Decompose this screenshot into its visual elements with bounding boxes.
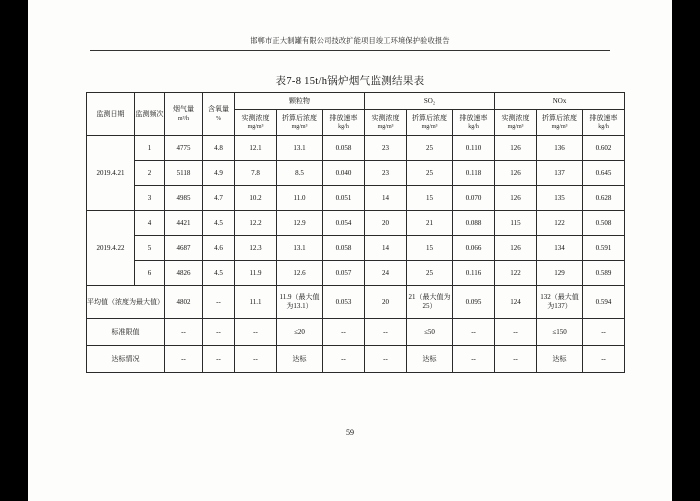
cell-nox-rate: 0.602 [583,136,625,161]
cell-flow: 4985 [165,186,203,211]
header-o2 [203,93,235,136]
average-o2: -- [203,286,235,319]
result-flow: -- [165,346,203,373]
result-pm-rate: -- [323,346,365,373]
header-so2-measured [365,110,407,136]
unit-converted-so2: mg/m³ [421,124,438,131]
average-label: 平均值（浓度为最大值） [87,286,165,319]
cell-pm-converted: 8.5 [277,161,323,186]
result-nox-converted: 达标 [537,346,583,373]
cell-o2: 4.5 [203,211,235,236]
unit-rate-nox: kg/h [598,124,609,131]
limit-flow: -- [165,319,203,346]
limit-so2-converted: ≤50 [407,319,453,346]
limit-row [87,319,625,346]
limit-nox-converted: ≤150 [537,319,583,346]
cell-pm-converted: 11.0 [277,186,323,211]
limit-so2-measured: -- [365,319,407,346]
cell-flow: 5118 [165,161,203,186]
table-row [87,161,625,186]
table-row [87,261,625,286]
date-text: 2019.4.21 [96,168,125,177]
cell-pm-measured: 10.2 [235,186,277,211]
header-flow-unit: m³/h [177,115,190,122]
header-pm-rate [323,110,365,136]
cell-flow: 4687 [165,236,203,261]
result-so2-rate: -- [453,346,495,373]
cell-so2-rate: 0.066 [453,236,495,261]
cell-nox-rate: 0.645 [583,161,625,186]
cell-o2: 4.6 [203,236,235,261]
average-nox-converted: 132（最大值为137） [537,286,583,319]
cell-nox-measured: 126 [495,186,537,211]
cell-pm-rate: 0.057 [323,261,365,286]
cell-nox-converted: 135 [537,186,583,211]
cell-o2: 4.7 [203,186,235,211]
limit-so2-rate: -- [453,319,495,346]
cell-nox-rate: 0.591 [583,236,625,261]
average-pm-measured: 11.1 [235,286,277,319]
unit-rate-pm: kg/h [338,124,349,131]
cell-so2-converted: 15 [407,236,453,261]
result-pm-converted: 达标 [277,346,323,373]
limit-nox-measured: -- [495,319,537,346]
result-o2: -- [203,346,235,373]
header-flow-label: 烟气量 [173,105,194,114]
label-converted-nox: 折算后浓度 [542,113,578,122]
cell-nox-rate: 0.508 [583,211,625,236]
cell-nox-rate: 0.589 [583,261,625,286]
average-row [87,286,625,319]
unit-measured-pm: mg/m³ [247,124,264,131]
limit-o2: -- [203,319,235,346]
cell-pm-measured: 11.9 [235,261,277,286]
cell-o2: 4.9 [203,161,235,186]
monitor-table-wrap [86,92,618,373]
limit-nox-rate: -- [583,319,625,346]
average-so2-rate: 0.095 [453,286,495,319]
header-so2-converted [407,110,453,136]
cell-freq: 1 [135,136,165,161]
average-so2-converted: 21（最大值为25） [407,286,453,319]
result-pm-measured: -- [235,346,277,373]
cell-nox-rate: 0.628 [583,186,625,211]
cell-flow: 4775 [165,136,203,161]
average-nox-rate: 0.594 [583,286,625,319]
label-measured-nox: 实测浓度 [501,113,530,122]
cell-so2-converted: 25 [407,161,453,186]
document-page [28,0,672,501]
cell-o2: 4.5 [203,261,235,286]
cell-nox-measured: 126 [495,136,537,161]
average-nox-measured: 124 [495,286,537,319]
cell-pm-rate: 0.058 [323,136,365,161]
average-pm-converted: 11.9（最大值为13.1） [277,286,323,319]
unit-converted-nox: mg/m³ [551,124,568,131]
header-flow [165,93,203,136]
label-measured-so2: 实测浓度 [371,113,400,122]
cell-so2-rate: 0.116 [453,261,495,286]
cell-so2-measured: 24 [365,261,407,286]
cell-pm-rate: 0.051 [323,186,365,211]
header-nox-converted [537,110,583,136]
cell-date [87,211,135,286]
cell-so2-rate: 0.118 [453,161,495,186]
cell-nox-converted: 122 [537,211,583,236]
cell-flow: 4826 [165,261,203,286]
header-o2-unit: % [216,115,221,122]
cell-pm-converted: 12.6 [277,261,323,286]
cell-so2-rate: 0.110 [453,136,495,161]
header-pm-measured [235,110,277,136]
cell-flow: 4421 [165,211,203,236]
cell-nox-measured: 115 [495,211,537,236]
table-header-row-1 [87,93,625,110]
average-so2-measured: 20 [365,286,407,319]
cell-pm-measured: 12.3 [235,236,277,261]
unit-converted-pm: mg/m³ [291,124,308,131]
cell-freq: 6 [135,261,165,286]
header-freq: 监测频次 [135,93,165,136]
cell-pm-converted: 12.9 [277,211,323,236]
header-group-pm: 颗粒物 [235,93,365,110]
result-row [87,346,625,373]
cell-pm-measured: 12.1 [235,136,277,161]
cell-nox-measured: 126 [495,236,537,261]
cell-pm-measured: 7.8 [235,161,277,186]
cell-so2-converted: 25 [407,136,453,161]
unit-rate-so2: kg/h [468,124,479,131]
cell-pm-converted: 13.1 [277,236,323,261]
unit-measured-so2: mg/m³ [377,124,394,131]
table-row [87,236,625,261]
cell-freq: 2 [135,161,165,186]
cell-pm-measured: 12.2 [235,211,277,236]
cell-nox-measured: 126 [495,161,537,186]
header-divider [90,50,610,51]
table-row [87,136,625,161]
limit-pm-converted: ≤20 [277,319,323,346]
cell-nox-measured: 122 [495,261,537,286]
average-flow: 4802 [165,286,203,319]
cell-pm-rate: 0.040 [323,161,365,186]
cell-date [87,136,135,211]
cell-pm-rate: 0.058 [323,236,365,261]
cell-nox-converted: 129 [537,261,583,286]
cell-freq: 4 [135,211,165,236]
label-converted-pm: 折算后浓度 [282,113,317,122]
header-date: 监测日期 [87,93,135,136]
table-row [87,186,625,211]
cell-o2: 4.8 [203,136,235,161]
table-row [87,211,625,236]
cell-nox-converted: 137 [537,161,583,186]
header-group-so2: SO₂ [365,93,495,110]
header-so2-rate [453,110,495,136]
limit-label: 标准限值 [87,319,165,346]
header-pm-converted [277,110,323,136]
cell-so2-rate: 0.088 [453,211,495,236]
cell-pm-rate: 0.054 [323,211,365,236]
header-o2-label: 含氧量 [208,105,229,114]
cell-so2-measured: 14 [365,236,407,261]
running-header: 邯郸市正大制罐有限公司技改扩能项目竣工环境保护验收报告 [250,37,450,45]
cell-so2-converted: 21 [407,211,453,236]
monitor-table [86,92,625,373]
limit-pm-measured: -- [235,319,277,346]
cell-so2-converted: 25 [407,261,453,286]
result-so2-converted: 达标 [407,346,453,373]
cell-pm-converted: 13.1 [277,136,323,161]
header-group-nox: NOx [495,93,625,110]
result-nox-measured: -- [495,346,537,373]
cell-nox-converted: 136 [537,136,583,161]
unit-measured-nox: mg/m³ [507,124,524,131]
cell-nox-converted: 134 [537,236,583,261]
result-so2-measured: -- [365,346,407,373]
header-nox-rate [583,110,625,136]
result-nox-rate: -- [583,346,625,373]
cell-so2-measured: 23 [365,136,407,161]
page-number: 59 [346,428,354,437]
cell-so2-measured: 20 [365,211,407,236]
table-title: 表7-8 15t/h锅炉烟气监测结果表 [275,76,425,87]
average-pm-rate: 0.053 [323,286,365,319]
cell-so2-converted: 15 [407,186,453,211]
label-rate-pm: 排放速率 [329,113,358,122]
label-rate-so2: 排放速率 [459,113,488,122]
date-text: 2019.4.22 [96,243,125,252]
label-rate-nox: 排放速率 [589,113,618,122]
limit-pm-rate: -- [323,319,365,346]
label-converted-so2: 折算后浓度 [412,113,448,122]
cell-so2-measured: 14 [365,186,407,211]
label-measured-pm: 实测浓度 [241,113,270,122]
result-label: 达标情况 [87,346,165,373]
cell-freq: 3 [135,186,165,211]
header-nox-measured [495,110,537,136]
cell-so2-rate: 0.070 [453,186,495,211]
cell-so2-measured: 23 [365,161,407,186]
cell-freq: 5 [135,236,165,261]
